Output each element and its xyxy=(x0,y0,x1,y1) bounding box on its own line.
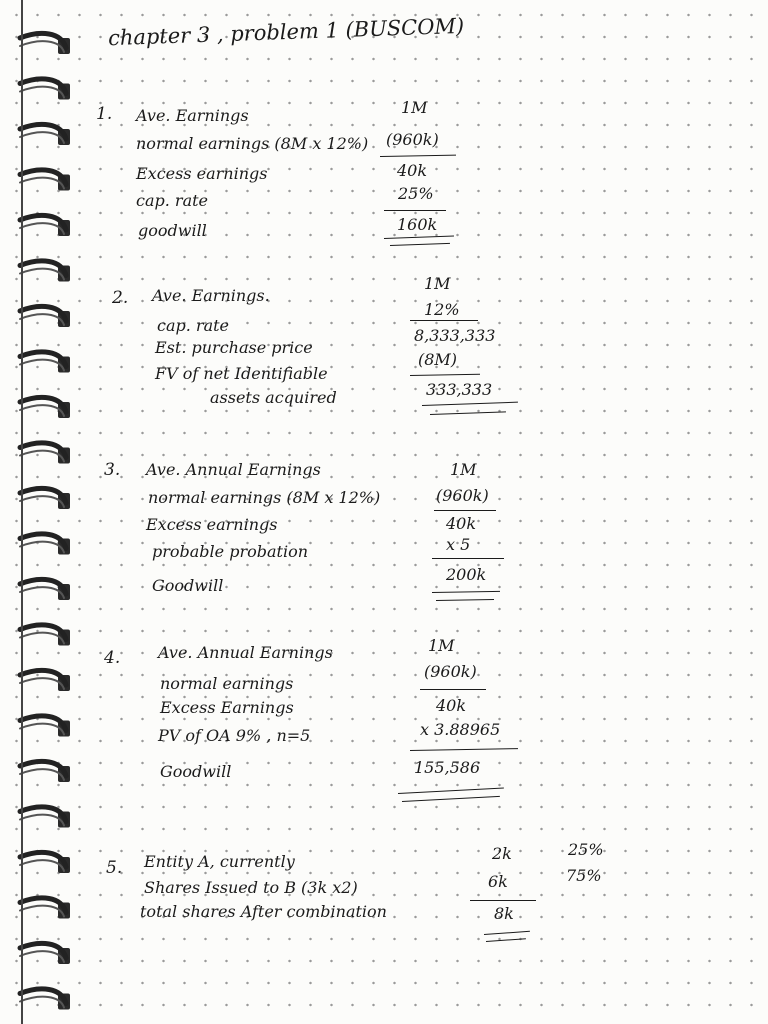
problem-2-value-2: 12% xyxy=(424,300,460,319)
problem-3-label-2: normal earnings (8M x 12%) xyxy=(148,488,381,507)
problem-1-value-5: 160k xyxy=(397,215,438,234)
spiral-ring xyxy=(20,852,70,873)
problem-2-value-5: 333,333 xyxy=(426,380,493,399)
spiral-ring xyxy=(20,943,70,964)
problem-3-rule xyxy=(432,558,504,559)
problem-2-double-rule xyxy=(422,402,518,406)
problem-1-value-4: 25% xyxy=(398,184,434,203)
problem-3-label-1: Ave. Annual Earnings xyxy=(146,460,321,479)
problem-3-label-3: Excess earnings xyxy=(146,515,278,534)
problem-4-label-1: Ave. Annual Earnings xyxy=(158,643,333,662)
problem-3-value-5: 200k xyxy=(446,565,487,584)
problem-4-rule xyxy=(420,689,486,690)
problem-5-value-2: 6k xyxy=(488,872,508,891)
problem-5-percent-2: 75% xyxy=(566,866,602,885)
problem-1-label-3: Excess earnings xyxy=(136,164,268,183)
spiral-ring xyxy=(20,352,70,373)
spiral-ring xyxy=(20,898,70,919)
spiral-ring xyxy=(20,488,70,509)
problem-2-label-5: assets acquired xyxy=(210,388,337,407)
problem-4-label-4: PV of OA 9% , n=5 xyxy=(158,726,311,745)
page-title: chapter 3 , problem 1 (BUSCOM) xyxy=(107,13,465,51)
problem-2-label-4: FV of net Identifiable xyxy=(155,364,328,383)
problem-5-value-3: 8k xyxy=(494,904,514,923)
spiral-ring xyxy=(20,625,70,646)
problem-1-value-2: (960k) xyxy=(386,130,439,149)
problem-5-double-rule xyxy=(484,931,530,935)
problem-4-number: 4. xyxy=(104,648,121,668)
problem-4-label-3: Excess Earnings xyxy=(160,698,294,717)
problem-3-number: 3. xyxy=(104,460,121,480)
problem-2-value-3: 8,333,333 xyxy=(414,326,496,345)
problem-4-value-4: x 3.88965 xyxy=(420,720,501,739)
problem-5-number: 5. xyxy=(106,858,123,878)
problem-3-value-1: 1M xyxy=(450,460,477,479)
spiral-binding xyxy=(0,0,80,1024)
problem-2-value-4: (8M) xyxy=(418,350,458,369)
problem-2-label-1: Ave. Earnings. xyxy=(152,286,270,305)
problem-5-label-1: Entity A, currently xyxy=(144,852,295,871)
spiral-ring xyxy=(20,124,70,145)
problem-3-double-rule xyxy=(432,591,500,593)
problem-3-label-4: probable probation xyxy=(152,542,309,561)
problem-2-label-2: cap. rate xyxy=(157,316,229,335)
problem-1-label-4: cap. rate xyxy=(136,191,208,210)
spiral-ring xyxy=(20,443,70,464)
spiral-ring xyxy=(20,33,70,54)
problem-3-value-3: 40k xyxy=(446,514,477,533)
problem-2-rule xyxy=(410,320,478,321)
spiral-ring xyxy=(20,215,70,236)
spiral-ring xyxy=(20,534,70,555)
problem-4-value-3: 40k xyxy=(436,696,467,715)
spiral-ring xyxy=(20,397,70,418)
problem-5-percent-1: 25% xyxy=(568,840,604,859)
spiral-ring xyxy=(20,670,70,691)
problem-1-number: 1. xyxy=(96,104,113,124)
problem-3-double-rule xyxy=(436,599,494,601)
problem-4-value-1: 1M xyxy=(428,636,455,655)
spiral-ring xyxy=(20,716,70,737)
problem-1-rule xyxy=(384,210,446,211)
spiral-ring xyxy=(20,261,70,282)
problem-2-label-3: Est. purchase price xyxy=(155,338,313,357)
problem-3-value-4: x 5 xyxy=(446,535,471,554)
problem-1-label-2: normal earnings (8M x 12%) xyxy=(136,134,369,153)
problem-2-rule xyxy=(410,374,480,376)
problem-4-double-rule xyxy=(398,787,504,794)
problem-3-rule xyxy=(434,510,496,511)
problem-3-value-2: (960k) xyxy=(436,486,489,505)
problem-5-value-1: 2k xyxy=(492,844,512,863)
problem-4-double-rule xyxy=(402,796,500,802)
problem-4-value-2: (960k) xyxy=(424,662,477,681)
problem-4-label-5: Goodwill xyxy=(160,762,232,781)
problem-3-label-5: Goodwill xyxy=(152,576,224,595)
spiral-ring xyxy=(20,306,70,327)
problem-5-double-rule xyxy=(486,938,526,942)
problem-1-label-5: goodwill xyxy=(138,221,207,240)
problem-2-number: 2. xyxy=(112,288,129,308)
problem-1-value-3: 40k xyxy=(397,161,428,180)
problem-2-double-rule xyxy=(430,411,506,415)
spiral-ring xyxy=(20,170,70,191)
problem-1-double-rule xyxy=(390,243,450,246)
problem-4-value-5: 155,586 xyxy=(414,758,481,777)
problem-4-rule xyxy=(410,748,518,751)
spiral-ring xyxy=(20,579,70,600)
problem-1-value-1: 1M xyxy=(401,98,428,117)
problem-1-double-rule xyxy=(384,236,454,239)
spiral-ring xyxy=(20,761,70,782)
problem-5-label-2: Shares Issued to B (3k x2) xyxy=(144,878,358,897)
problem-4-label-2: normal earnings xyxy=(160,674,294,693)
problem-2-value-1: 1M xyxy=(424,274,451,293)
spiral-ring xyxy=(20,807,70,828)
problem-1-label-1: Ave. Earnings xyxy=(136,106,249,125)
spiral-ring xyxy=(20,79,70,100)
spiral-ring xyxy=(20,989,70,1010)
problem-5-rule xyxy=(470,900,536,901)
problem-1-rule xyxy=(380,155,456,157)
problem-5-label-3: total shares After combination xyxy=(140,902,387,921)
